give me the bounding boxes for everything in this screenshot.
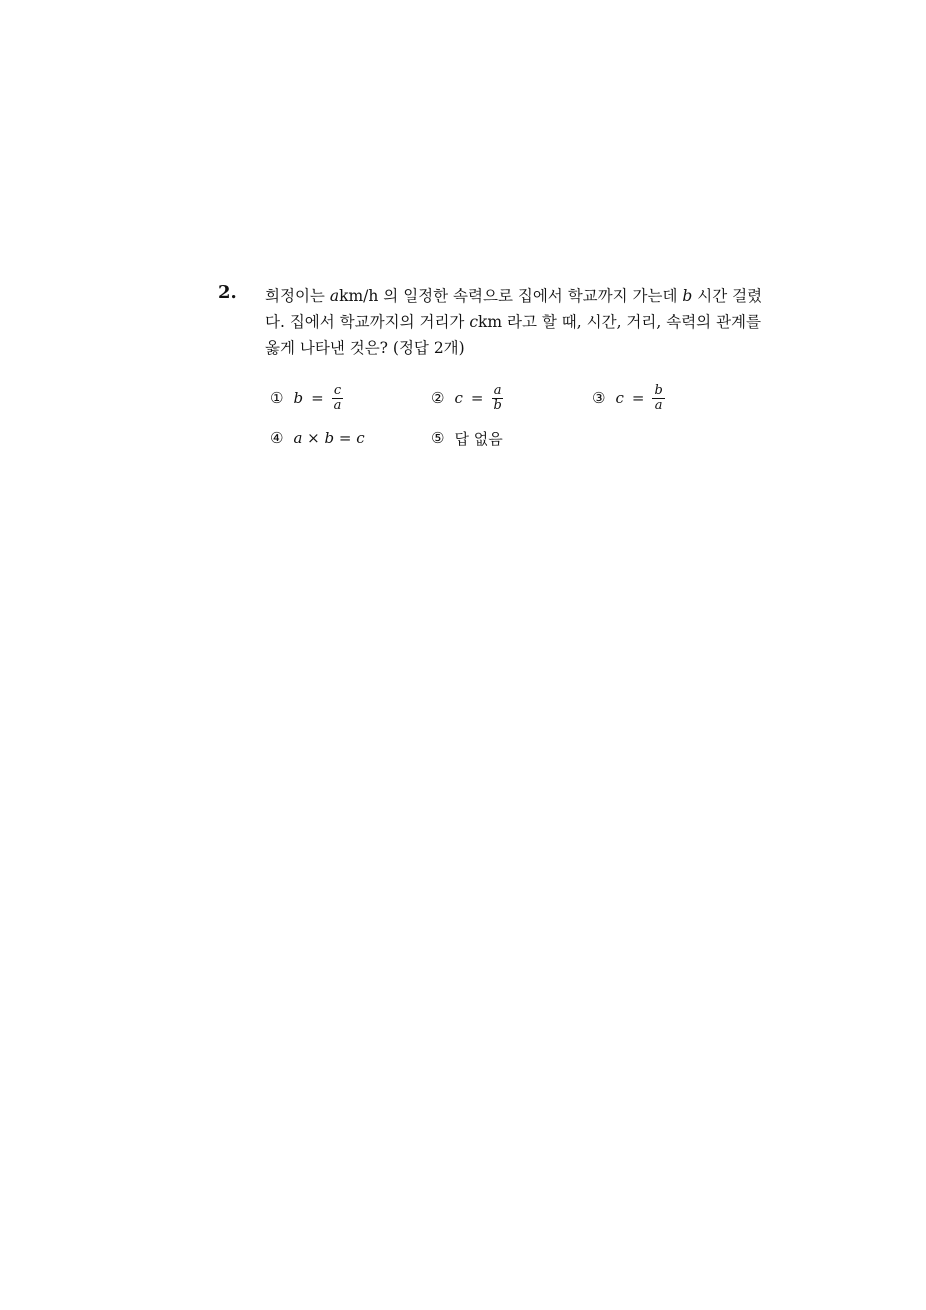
choice-marker: ④ <box>270 429 284 447</box>
choice-5[interactable] <box>431 420 503 456</box>
equals-sign: = <box>631 389 645 407</box>
stem-line-2: 다. 집에서 학교까지의 거리가 ckm 라고 할 때, 시간, 거리, 속력의 관계를 <box>265 313 761 331</box>
choice-2[interactable] <box>431 380 504 416</box>
choice-1[interactable] <box>270 380 343 416</box>
choice-4[interactable] <box>270 420 365 456</box>
stem-line-3: 옳게 나타낸 것은? (정답 2개) <box>265 339 465 357</box>
fraction <box>652 384 664 413</box>
choice-3[interactable] <box>592 380 665 416</box>
fraction-denominator: b <box>493 397 502 413</box>
fraction-numerator: c <box>333 382 342 398</box>
choice-lhs: c <box>454 389 463 407</box>
equals-sign: = <box>311 389 324 407</box>
fraction <box>491 384 503 413</box>
answer-choices <box>270 380 730 460</box>
fraction-numerator: a <box>493 382 502 398</box>
choice-marker: ② <box>431 389 445 407</box>
fraction-denominator: a <box>333 397 342 413</box>
choice-marker: ③ <box>592 389 606 407</box>
question-number: 2. <box>218 282 237 303</box>
choice-expression: a × b = c <box>293 429 365 447</box>
choice-lhs: c <box>615 389 624 407</box>
stem-line-1: 희정이는 akm/h 의 일정한 속력으로 집에서 학교까지 가는데 b 시간 걸렸 <box>265 287 763 305</box>
fraction <box>332 384 344 413</box>
fraction-numerator: b <box>654 382 663 398</box>
choice-marker: ⑤ <box>431 429 445 447</box>
choice-lhs: b <box>293 389 304 407</box>
choice-text: 답 없음 <box>454 429 503 448</box>
equals-sign: = <box>470 389 484 407</box>
question-stem <box>265 283 765 361</box>
choice-marker: ① <box>270 389 284 407</box>
fraction-denominator: a <box>654 397 663 413</box>
